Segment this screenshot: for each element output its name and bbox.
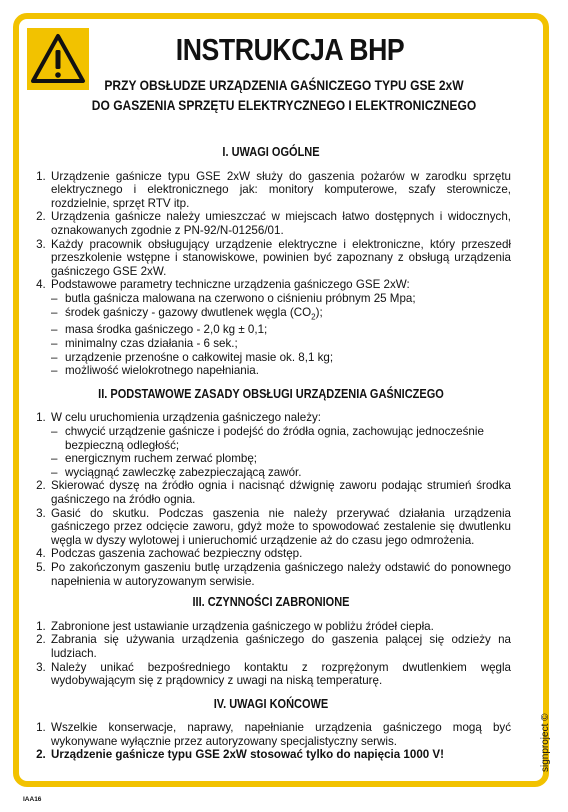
list-item-final-warning: 2. Urządzenie gaśnicze typu GSE 2xW stosować tylko do napięcia 1000 V!	[49, 748, 511, 762]
step-item: – wyciągnąć zawleczkę zabezpieczającą zawór.	[51, 466, 511, 480]
parameter-item: – butla gaśnicza malowana na czerwono o ciśnieniu próbnym 25 Mpa;	[51, 292, 511, 306]
section-2-heading: II. PODSTAWOWE ZASADY OBSŁUGI URZĄDZENIA GAŚNICZEGO	[98, 386, 444, 401]
co2-subscript: 2	[311, 311, 316, 321]
list-item: 2. Skierować dyszę na źródło ognia i nacisnąć dźwignię zaworu podając strumień środka gaśniczego na źródło ognia.	[49, 479, 511, 506]
section-1-list	[31, 170, 511, 378]
brand-label: signproject ©	[540, 713, 551, 772]
product-code: IAA16	[23, 796, 42, 803]
step-item: – chwycić urządzenie gaśnicze i podejść do źródła ognia, zachowując jednocześnie bezpieczną odległość;	[51, 425, 511, 452]
subtitle-line-2: DO GASZENIA SPRZĘTU ELEKTRYCZNEGO I ELEKTRONICZNEGO	[91, 97, 477, 113]
section-1-heading: I. UWAGI OGÓLNE	[222, 145, 320, 159]
section-3-heading: III. CZYNNOŚCI ZABRONIONE	[192, 595, 350, 610]
parameter-item: – masa środka gaśniczego - 2,0 kg ± 0,1;	[51, 323, 511, 337]
list-item: 3. Każdy pracownik obsługujący urządzenie elektryczne i elektroniczne, który przeszedł przeszkolenie wstępne i stanowiskowe, powinien być zapoznany z obsługą urządzenia gaśniczego GSE 2xW.	[49, 238, 511, 279]
list-item: 3. Należy unikać bezpośredniego kontaktu z rozprężonym dwutlenkiem węgla wydobywającym się z prądownicy z uwagi na niską temperaturę.	[49, 661, 511, 688]
co2-text: środek gaśniczy - gazowy dwutlenek węgla (CO	[65, 305, 312, 319]
co2-tail: );	[315, 305, 323, 319]
warning-triangle-icon	[27, 28, 89, 90]
list-item: 5. Po zakończonym gaszeniu butlę urządzenia gaśniczego należy odstawić do ponownego napełnienia w autoryzowanym serwisie.	[49, 561, 511, 588]
list-item: 1. Wszelkie konserwacje, naprawy, napełnianie urządzenia gaśniczego mogą być wykonywane wyłącznie przez autoryzowany specjalistyczny serwis.	[49, 721, 511, 748]
instruction-body	[31, 146, 511, 762]
step-list	[51, 425, 511, 479]
parameter-item: – urządzenie przenośne o całkowitej masie ok. 8,1 kg;	[51, 351, 511, 365]
section-3-list	[31, 620, 511, 688]
list-item-text: W celu uruchomienia urządzenia gaśniczego należy:	[51, 411, 322, 425]
list-item: 4. Podczas gaszenia zachować bezpieczny odstęp.	[49, 547, 511, 561]
parameter-item: – możliwość wielokrotnego napełniania.	[51, 364, 511, 378]
parameter-item	[51, 306, 511, 324]
list-item-text: Podstawowe parametry techniczne urządzenia gaśniczego GSE 2xW:	[51, 278, 410, 292]
list-item: 2. Zabrania się używania urządzenia gaśniczego do gaszenia palącej się odzieży na ludziach.	[49, 633, 511, 660]
page-title: INSTRUKCJA BHP	[175, 32, 405, 67]
section-4-list	[31, 721, 511, 762]
list-item	[49, 278, 511, 377]
list-item: 1. Urządzenie gaśnicze typu GSE 2xW służy do gaszenia pożarów w zarodku sprzętu elektrycznego i elektronicznego jak: monitory komputerowe, szafy sterownicze, rozdzielnie, sprzęt RTV itp.	[49, 170, 511, 211]
parameter-list	[51, 292, 511, 378]
list-item: 1. Zabronione jest ustawianie urządzenia gaśniczego w pobliżu źródeł ciepła.	[49, 620, 511, 634]
list-item: 2. Urządzenia gaśnicze należy umieszczać w miejscach łatwo dostępnych i widocznych, oznakowanych zgodnie z PN-92/N-01256/01.	[49, 210, 511, 237]
step-item: – energicznym ruchem zerwać plombę;	[51, 452, 511, 466]
section-4-heading: IV. UWAGI KOŃCOWE	[213, 696, 329, 711]
list-item: 3. Gasić do skutku. Podczas gaszenia nie należy przerywać działania urządzenia gaśniczego przez odcięcie zaworu, gdyż może to spowodować zestalenie się dwutlenku węgla w dyszy wylotowej i unieruchomić urządzenie aż do czasu jego odmrożenia.	[49, 507, 511, 548]
list-item	[49, 411, 511, 479]
subtitle-line-1: PRZY OBSŁUDZE URZĄDZENIA GAŚNICZEGO TYPU GSE 2xW	[104, 77, 464, 93]
section-2-list	[31, 411, 511, 588]
parameter-item: – minimalny czas działania - 6 sek.;	[51, 337, 511, 351]
